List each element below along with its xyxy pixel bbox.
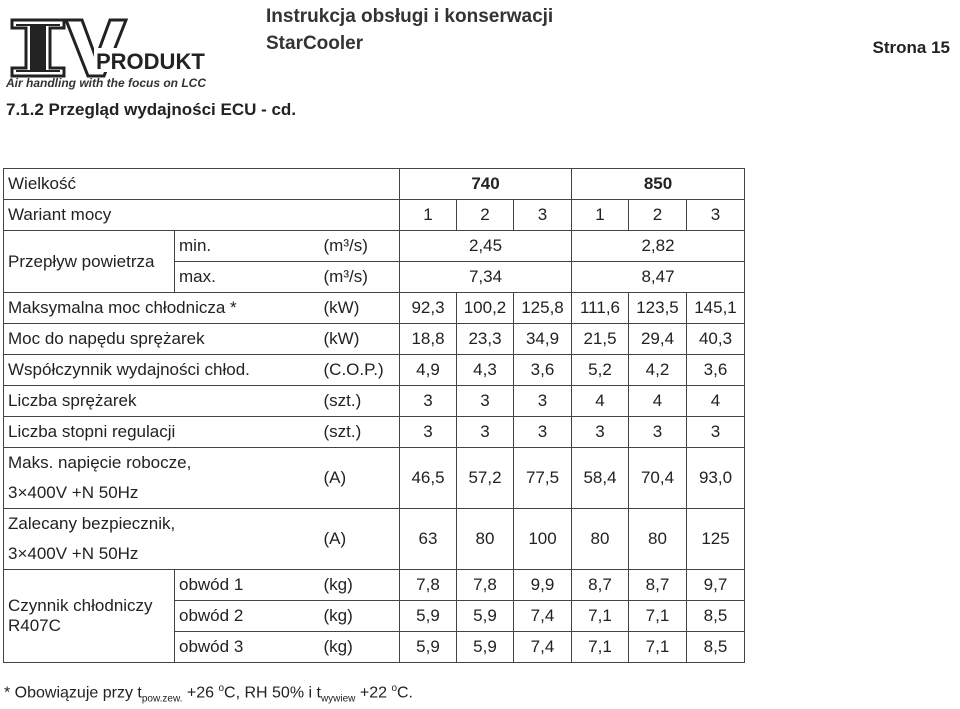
table-cell: 100 [514,509,572,570]
table-cell: 29,4 [629,324,687,355]
table-cell: 3,6 [687,355,745,386]
refrigerant-label-line1: Czynnik chłodniczy [8,596,153,615]
circuit-label: obwód 1 [175,570,320,601]
table-cell: 46,5 [400,448,457,509]
table-cell: 7,4 [514,632,572,663]
table-cell: 4,9 [400,355,457,386]
table-row [4,509,745,570]
row-unit: (kg) [320,570,400,601]
row-unit: (A) [320,448,400,509]
table-cell: 2,45 [400,231,572,262]
table-cell: 34,9 [514,324,572,355]
table-cell: 77,5 [514,448,572,509]
table-cell: 3 [514,200,572,231]
voltage-label-line2: 3×400V +N 50Hz [8,483,139,502]
size-740: 740 [400,169,572,200]
row-unit: (kW) [320,324,400,355]
airflow-unit: (m³/s) [320,231,400,262]
table-cell: 4 [572,386,629,417]
table-cell: 5,9 [457,601,514,632]
table-cell: 2 [629,200,687,231]
table-cell: 8,7 [572,570,629,601]
performance-table [3,168,745,663]
table-cell: 7,1 [629,632,687,663]
table-cell: 4,3 [457,355,514,386]
table-cell: 3 [514,417,572,448]
table-cell: 4 [687,386,745,417]
row-label: Liczba stopni regulacji [4,417,320,448]
table-row [4,570,745,601]
table-cell: 7,1 [572,632,629,663]
footnote-text: +22 [355,684,392,702]
table-row [4,324,745,355]
airflow-label: Przepływ powietrza [4,231,175,293]
row-unit: (A) [320,509,400,570]
table-cell: 58,4 [572,448,629,509]
table-cell: 80 [629,509,687,570]
table-cell: 3 [514,386,572,417]
table-cell: 145,1 [687,293,745,324]
table-cell: 125 [687,509,745,570]
row-unit: (kW) [320,293,400,324]
refrigerant-label [4,570,175,663]
footnote-prefix: * Obowiązuje przy t [4,684,142,702]
table-cell: 3 [400,417,457,448]
table-cell: 9,9 [514,570,572,601]
table-cell: 63 [400,509,457,570]
row-unit: (kg) [320,632,400,663]
table-cell: 1 [400,200,457,231]
row-unit: (kg) [320,601,400,632]
table-cell: 8,7 [629,570,687,601]
table-cell: 3 [629,417,687,448]
table-cell: 9,7 [687,570,745,601]
table-cell: 3 [687,200,745,231]
table-cell: 21,5 [572,324,629,355]
table-row [4,293,745,324]
table-cell: 111,6 [572,293,629,324]
table-cell: 100,2 [457,293,514,324]
table-cell: 3 [400,386,457,417]
table-cell: 93,0 [687,448,745,509]
section-title: 7.1.2 Przegląd wydajności ECU - cd. [6,100,297,119]
row-label: Maksymalna moc chłodnicza * [4,293,320,324]
footnote-degree: o [391,683,397,694]
table-cell: 7,1 [629,601,687,632]
table-cell: 3 [572,417,629,448]
table-cell: 8,5 [687,601,745,632]
row-label: Współczynnik wydajności chłod. [4,355,320,386]
table-cell: 5,9 [400,601,457,632]
page-number: Strona 15 [872,38,950,57]
fuse-label [4,509,320,570]
voltage-label [4,448,320,509]
table-row [4,200,745,231]
table-cell: 5,2 [572,355,629,386]
table-cell: 57,2 [457,448,514,509]
voltage-label-line1: Maks. napięcie robocze, [8,453,192,472]
table-cell: 2 [457,200,514,231]
size-label: Wielkość [4,169,400,200]
table-cell: 4,2 [629,355,687,386]
fuse-label-line1: Zalecany bezpiecznik, [8,514,176,533]
row-unit: (szt.) [320,386,400,417]
footnote-sub-exhaust: wywiew [320,693,356,705]
table-row [4,448,745,509]
table-cell: 7,1 [572,601,629,632]
table-cell: 80 [572,509,629,570]
table-cell: 3 [687,417,745,448]
refrigerant-label-line2: R407C [8,616,61,635]
table-cell: 2,82 [572,231,745,262]
size-850: 850 [572,169,745,200]
product-name: StarCooler [266,33,364,54]
row-unit: (C.O.P.) [320,355,400,386]
table-row [4,231,745,262]
variant-label: Wariant mocy [4,200,400,231]
table-cell: 8,5 [687,632,745,663]
circuit-label: obwód 2 [175,601,320,632]
table-cell: 125,8 [514,293,572,324]
table-cell: 40,3 [687,324,745,355]
tagline: Air handling with the focus on LCC [6,76,206,90]
table-cell: 4 [629,386,687,417]
table-cell: 7,8 [400,570,457,601]
row-label: Liczba sprężarek [4,386,320,417]
table-cell: 5,9 [457,632,514,663]
table-cell: 1 [572,200,629,231]
table-cell: 3 [457,386,514,417]
table-cell: 123,5 [629,293,687,324]
table-cell: 7,4 [514,601,572,632]
table-row [4,417,745,448]
table-row [4,355,745,386]
document-title: Instrukcja obsługi i konserwacji [266,6,554,27]
airflow-unit: (m³/s) [320,262,400,293]
table-cell: 80 [457,509,514,570]
footnote [4,683,413,705]
row-label: Moc do napędu sprężarek [4,324,320,355]
table-cell: 7,8 [457,570,514,601]
fuse-label-line2: 3×400V +N 50Hz [8,544,139,563]
footnote-text: +26 [182,684,219,702]
table-cell: 18,8 [400,324,457,355]
footnote-end: C. [397,684,413,702]
row-unit: (szt.) [320,417,400,448]
table-cell: 92,3 [400,293,457,324]
table-cell: 5,9 [400,632,457,663]
airflow-max-label: max. [175,262,320,293]
table-cell: 8,47 [572,262,745,293]
table-cell: 3 [457,417,514,448]
table-row [4,169,745,200]
circuit-label: obwód 3 [175,632,320,663]
table-cell: 7,34 [400,262,572,293]
table-cell: 23,3 [457,324,514,355]
airflow-min-label: min. [175,231,320,262]
footnote-degree: o [218,683,225,694]
table-cell: 3,6 [514,355,572,386]
table-cell: 70,4 [629,448,687,509]
footnote-sub-outdoor: pow.zew. [141,693,183,705]
table-row [4,386,745,417]
brand-text: PRODUKT [96,49,205,74]
footnote-text: C, RH 50% i t [224,684,321,702]
